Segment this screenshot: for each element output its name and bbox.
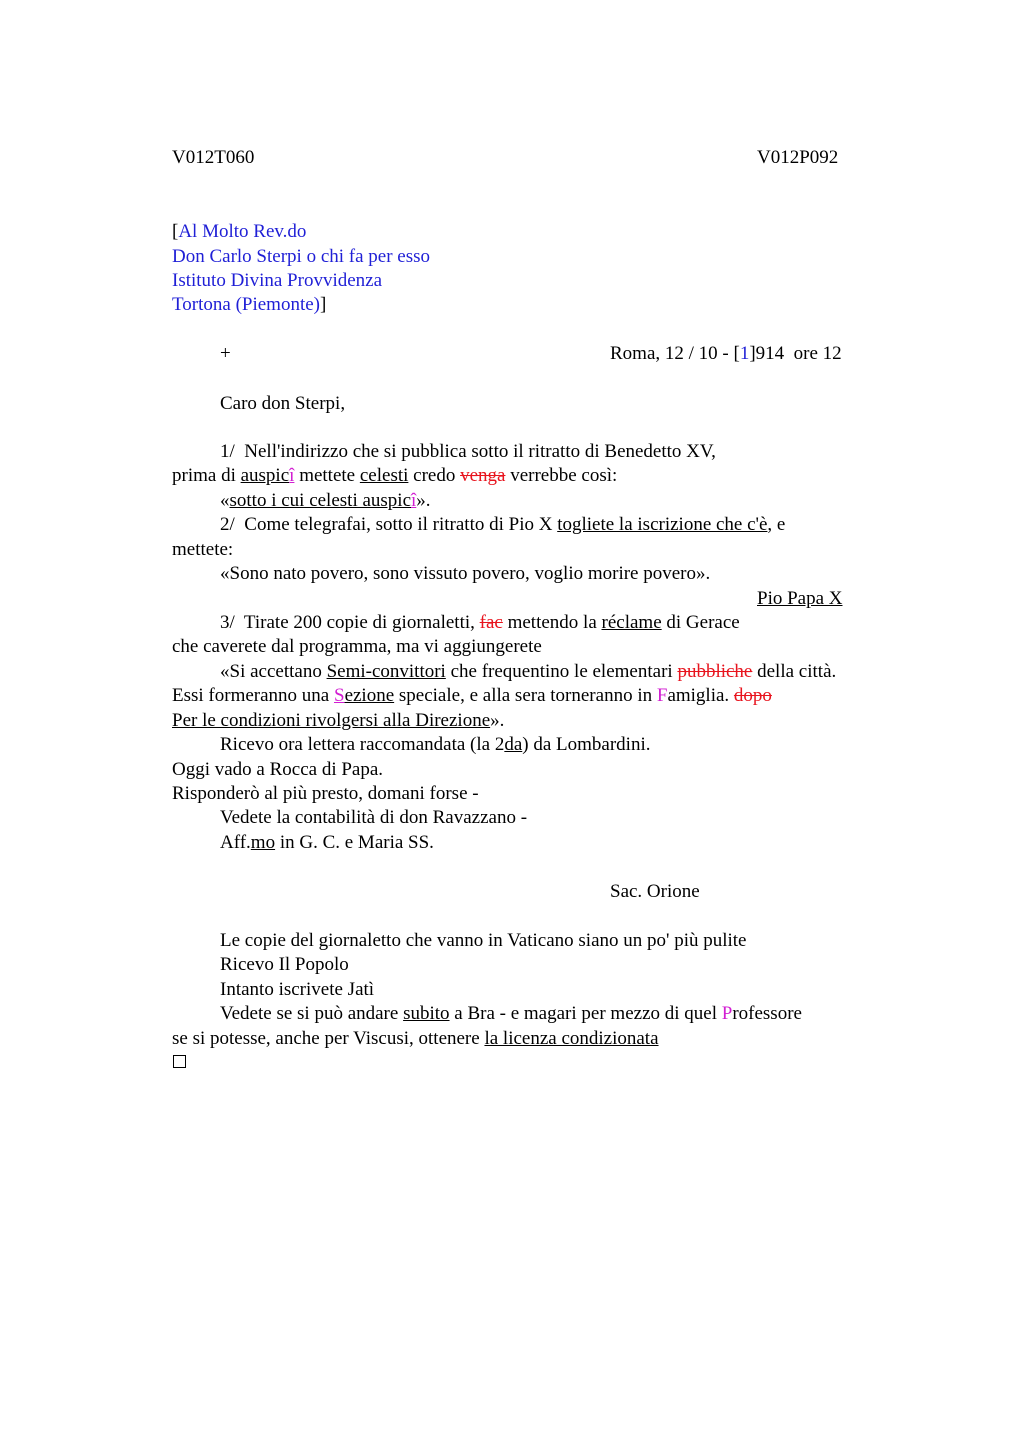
address-line-1: [Al Molto Rev.do — [172, 221, 307, 242]
address-line-2: Don Carlo Sterpi o chi fa per esso — [172, 246, 431, 267]
point-3-line-4: Essi formeranno una Sezione speciale, e alla sera torneranno in Famiglia. dopo — [172, 685, 772, 706]
point-1-line-1: 1/ Nell'indirizzo che si pubblica sotto il ritratto di Benedetto XV, — [220, 441, 716, 462]
point-2-line-1: 2/ Come telegrafai, sotto il ritratto di Pio X togliete la iscrizione che c'è, e — [220, 514, 786, 535]
point-2-line-2: mettete: — [172, 539, 234, 560]
pope-signature: Pio Papa X — [757, 588, 843, 609]
point-1-line-2: prima di auspicî mettete celesti credo venga verrebbe così: — [172, 465, 618, 486]
point-3-line-5: Per le condizioni rivolgersi alla Direzione». — [172, 710, 505, 731]
document-code-right: V012P092 — [757, 147, 839, 168]
salutation: Caro don Sterpi, — [220, 393, 346, 414]
postscript-line-5: se si potesse, anche per Viscusi, ottenere la licenza condizionata — [172, 1028, 659, 1049]
point-3-line-3: «Si accettano Semi-convittori che frequentino le elementari pubbliche della città. — [220, 661, 837, 682]
postscript-line-2: Ricevo Il Popolo — [220, 954, 349, 975]
point-3-line-2: che caverete dal programma, ma vi aggiungerete — [172, 636, 542, 657]
point-3-line-1: 3/ Tirate 200 copie di giornaletti, fac mettendo la réclame di Gerace — [220, 612, 740, 633]
point-1-line-3: «sotto i cui celesti auspicî». — [220, 490, 431, 511]
closing-line-1: Ricevo ora lettera raccomandata (la 2da) da Lombardini. — [220, 734, 651, 755]
postscript-line-3: Intanto iscrivete Jatì — [220, 979, 375, 1000]
dateline: Roma, 12 / 10 - [1]914 ore 12 — [610, 343, 842, 364]
point-2-quote: «Sono nato povero, sono vissuto povero, voglio morire povero». — [220, 563, 711, 584]
document-code-left: V012T060 — [172, 147, 255, 168]
postscript-line-1: Le copie del giornaletto che vanno in Vaticano siano un po' più pulite — [220, 930, 747, 951]
author-signature: Sac. Orione — [610, 881, 700, 902]
postscript-line-4: Vedete se si può andare subito a Bra - e magari per mezzo di quel Professore — [220, 1003, 802, 1024]
closing-line-3: Risponderò al più presto, domani forse - — [172, 783, 479, 804]
address-line-4: Tortona (Piemonte)] — [172, 294, 327, 315]
closing-line-2: Oggi vado a Rocca di Papa. — [172, 759, 384, 780]
end-marker-box — [173, 1055, 186, 1068]
cross-symbol: + — [220, 343, 231, 364]
closing-line-4: Vedete la contabilità di don Ravazzano - — [220, 807, 528, 828]
address-line-3: Istituto Divina Provvidenza — [172, 270, 383, 291]
closing-line-5: Aff.mo in G. C. e Maria SS. — [220, 832, 434, 853]
